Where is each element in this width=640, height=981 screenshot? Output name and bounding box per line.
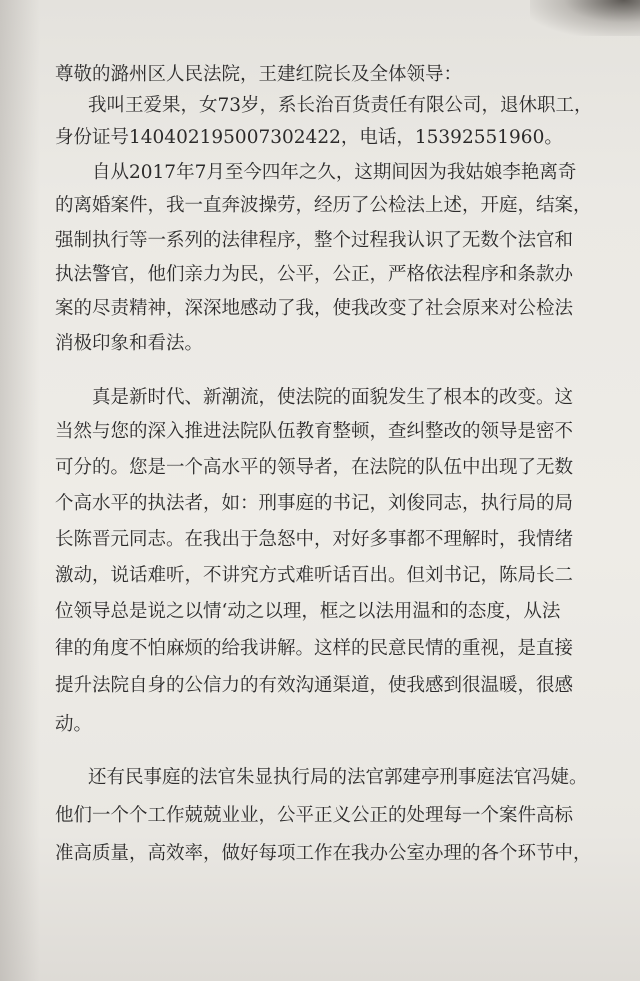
body-line: 他们一个个工作兢兢业业，公平正义公正的处理每一个案件高标 — [55, 805, 574, 826]
body-line: 激动，说话难听，不讲究方式难听话百出。但刘书记，陈局长二 — [55, 565, 574, 586]
body-line: 强制执行等一系列的法律程序，整个过程我认识了无数个法官和 — [55, 230, 574, 251]
body-line: 可分的。您是一个高水平的领导者，在法院的队伍中出现了无数 — [55, 457, 574, 478]
body-line: 长陈晋元同志。在我出于急怒中，对好多事都不理解时，我情绪 — [55, 529, 574, 550]
body-line: 自从2017年7月至今四年之久，这期间因为我姑娘李艳离奇 — [92, 162, 577, 183]
body-line: 执法警官，他们亲力为民，公平，公正，严格依法程序和条款办 — [55, 264, 574, 285]
page-shadow-left — [0, 0, 40, 981]
page-shadow-corner — [530, 0, 640, 36]
body-line: 律的角度不怕麻烦的给我讲解。这样的民意民情的重视，是直接 — [55, 638, 574, 659]
body-line: 位领导总是说之以情‘动之以理，框之以法用温和的态度，从法 — [55, 601, 561, 622]
body-line: 的离婚案件，我一直奔波操劳，经历了公检法上述，开庭，结案， — [55, 195, 592, 216]
body-line: 当然与您的深入推进法院队伍教育整顿，查纠整改的领导是密不 — [55, 421, 574, 442]
body-line: 个高水平的执法者，如：刑事庭的书记，刘俊同志，执行局的局 — [55, 493, 574, 514]
salutation-line: 尊敬的潞州区人民法院，王建红院长及全体领导： — [55, 64, 463, 85]
body-line: 身份证号140402195007302422，电话，15392551960。 — [55, 127, 563, 148]
body-line: 准高质量，高效率，做好每项工作在我办公室办理的各个环节中， — [55, 843, 592, 864]
body-line: 消极印象和看法。 — [55, 333, 204, 354]
body-line: 我叫王爱果，女73岁，系长治百货责任有限公司，退休职工， — [88, 95, 593, 116]
body-line: 动。 — [55, 714, 93, 735]
body-line: 还有民事庭的法官朱显执行局的法官郭建亭刑事庭法官冯婕。 — [88, 767, 588, 788]
body-line: 案的尽责精神，深深地感动了我，使我改变了社会原来对公检法 — [55, 298, 574, 319]
body-line: 真是新时代、新潮流，使法院的面貌发生了根本的改变。这 — [92, 387, 574, 408]
body-line: 提升法院自身的公信力的有效沟通渠道，使我感到很温暖，很感 — [55, 675, 574, 696]
